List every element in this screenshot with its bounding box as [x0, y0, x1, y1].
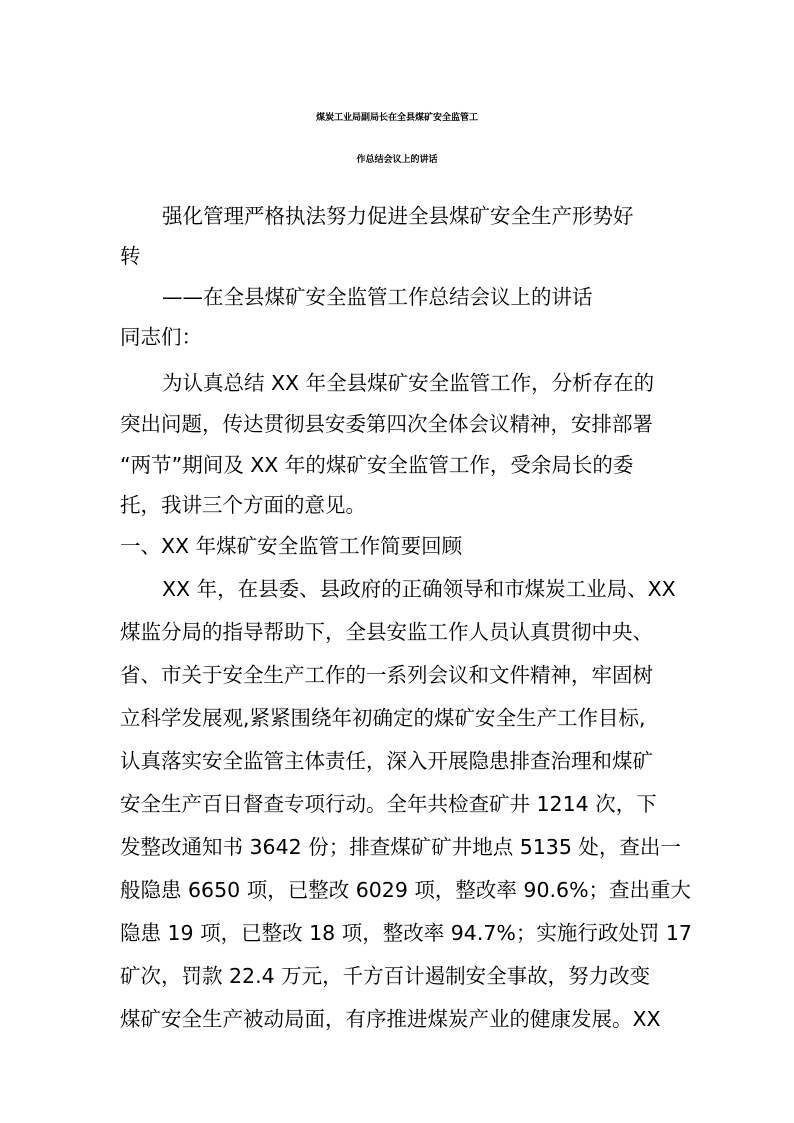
section-heading: 一、XX 年煤矿安全监管工作简要回顾 [120, 534, 463, 558]
document-title-line-2: 作总结会议上的讲话 [356, 155, 438, 165]
paragraph-line: 为认真总结 XX 年全县煤矿安全监管工作，分析存在的 [162, 371, 655, 395]
paragraph-line: 认真落实安全监管主体责任，深入开展隐患排查治理和煤矿 [120, 749, 653, 773]
paragraph-line: 省、市关于安全生产工作的一系列会议和文件精神，牢固树 [120, 663, 653, 687]
paragraph-line: “两节”期间及 XX 年的煤矿安全监管工作，受余局长的委 [120, 453, 634, 477]
subtitle-line: 强化管理严格执法努力促进全县煤矿安全生产形势好 [162, 204, 634, 228]
paragraph-line: 突出问题，传达贯彻县安委第四次全体会议精神，安排部署 [120, 412, 653, 436]
paragraph-line: 般隐患 6650 项，已整改 6029 项，整改率 90.6%；查出重大 [120, 878, 692, 902]
paragraph-line: 发整改通知书 3642 份；排查煤矿矿井地点 5135 处，查出一 [120, 835, 681, 859]
paragraph-line: 安全生产百日督查专项行动。全年共检查矿井 1214 次，下 [120, 792, 657, 816]
paragraph-line: XX 年，在县委、县政府的正确领导和市煤炭工业局、XX [162, 577, 676, 601]
paragraph-line: 隐患 19 项，已整改 18 项，整改率 94.7%；实施行政处罚 17 [120, 921, 692, 945]
occasion-line: ——在全县煤矿安全监管工作总结会议上的讲话 [162, 285, 593, 309]
subtitle-line-wrap: 转 [120, 244, 141, 268]
paragraph-line: 矿次，罚款 22.4 万元，千方百计遏制安全事故，努力改变 [120, 964, 651, 988]
paragraph-line: 煤监分局的指导帮助下，全县安监工作人员认真贯彻中央、 [120, 620, 653, 644]
salutation: 同志们： [120, 325, 202, 349]
paragraph-line: 托，我讲三个方面的意见。 [120, 493, 366, 517]
document-title-line-1: 煤炭工业局副局长在全县煤矿安全监管工 [315, 113, 478, 123]
paragraph-line: 立科学发展观,紧紧围绕年初确定的煤矿安全生产工作目标, [120, 706, 646, 730]
paragraph-line: 煤矿安全生产被动局面，有序推进煤炭产业的健康发展。XX [120, 1007, 661, 1031]
